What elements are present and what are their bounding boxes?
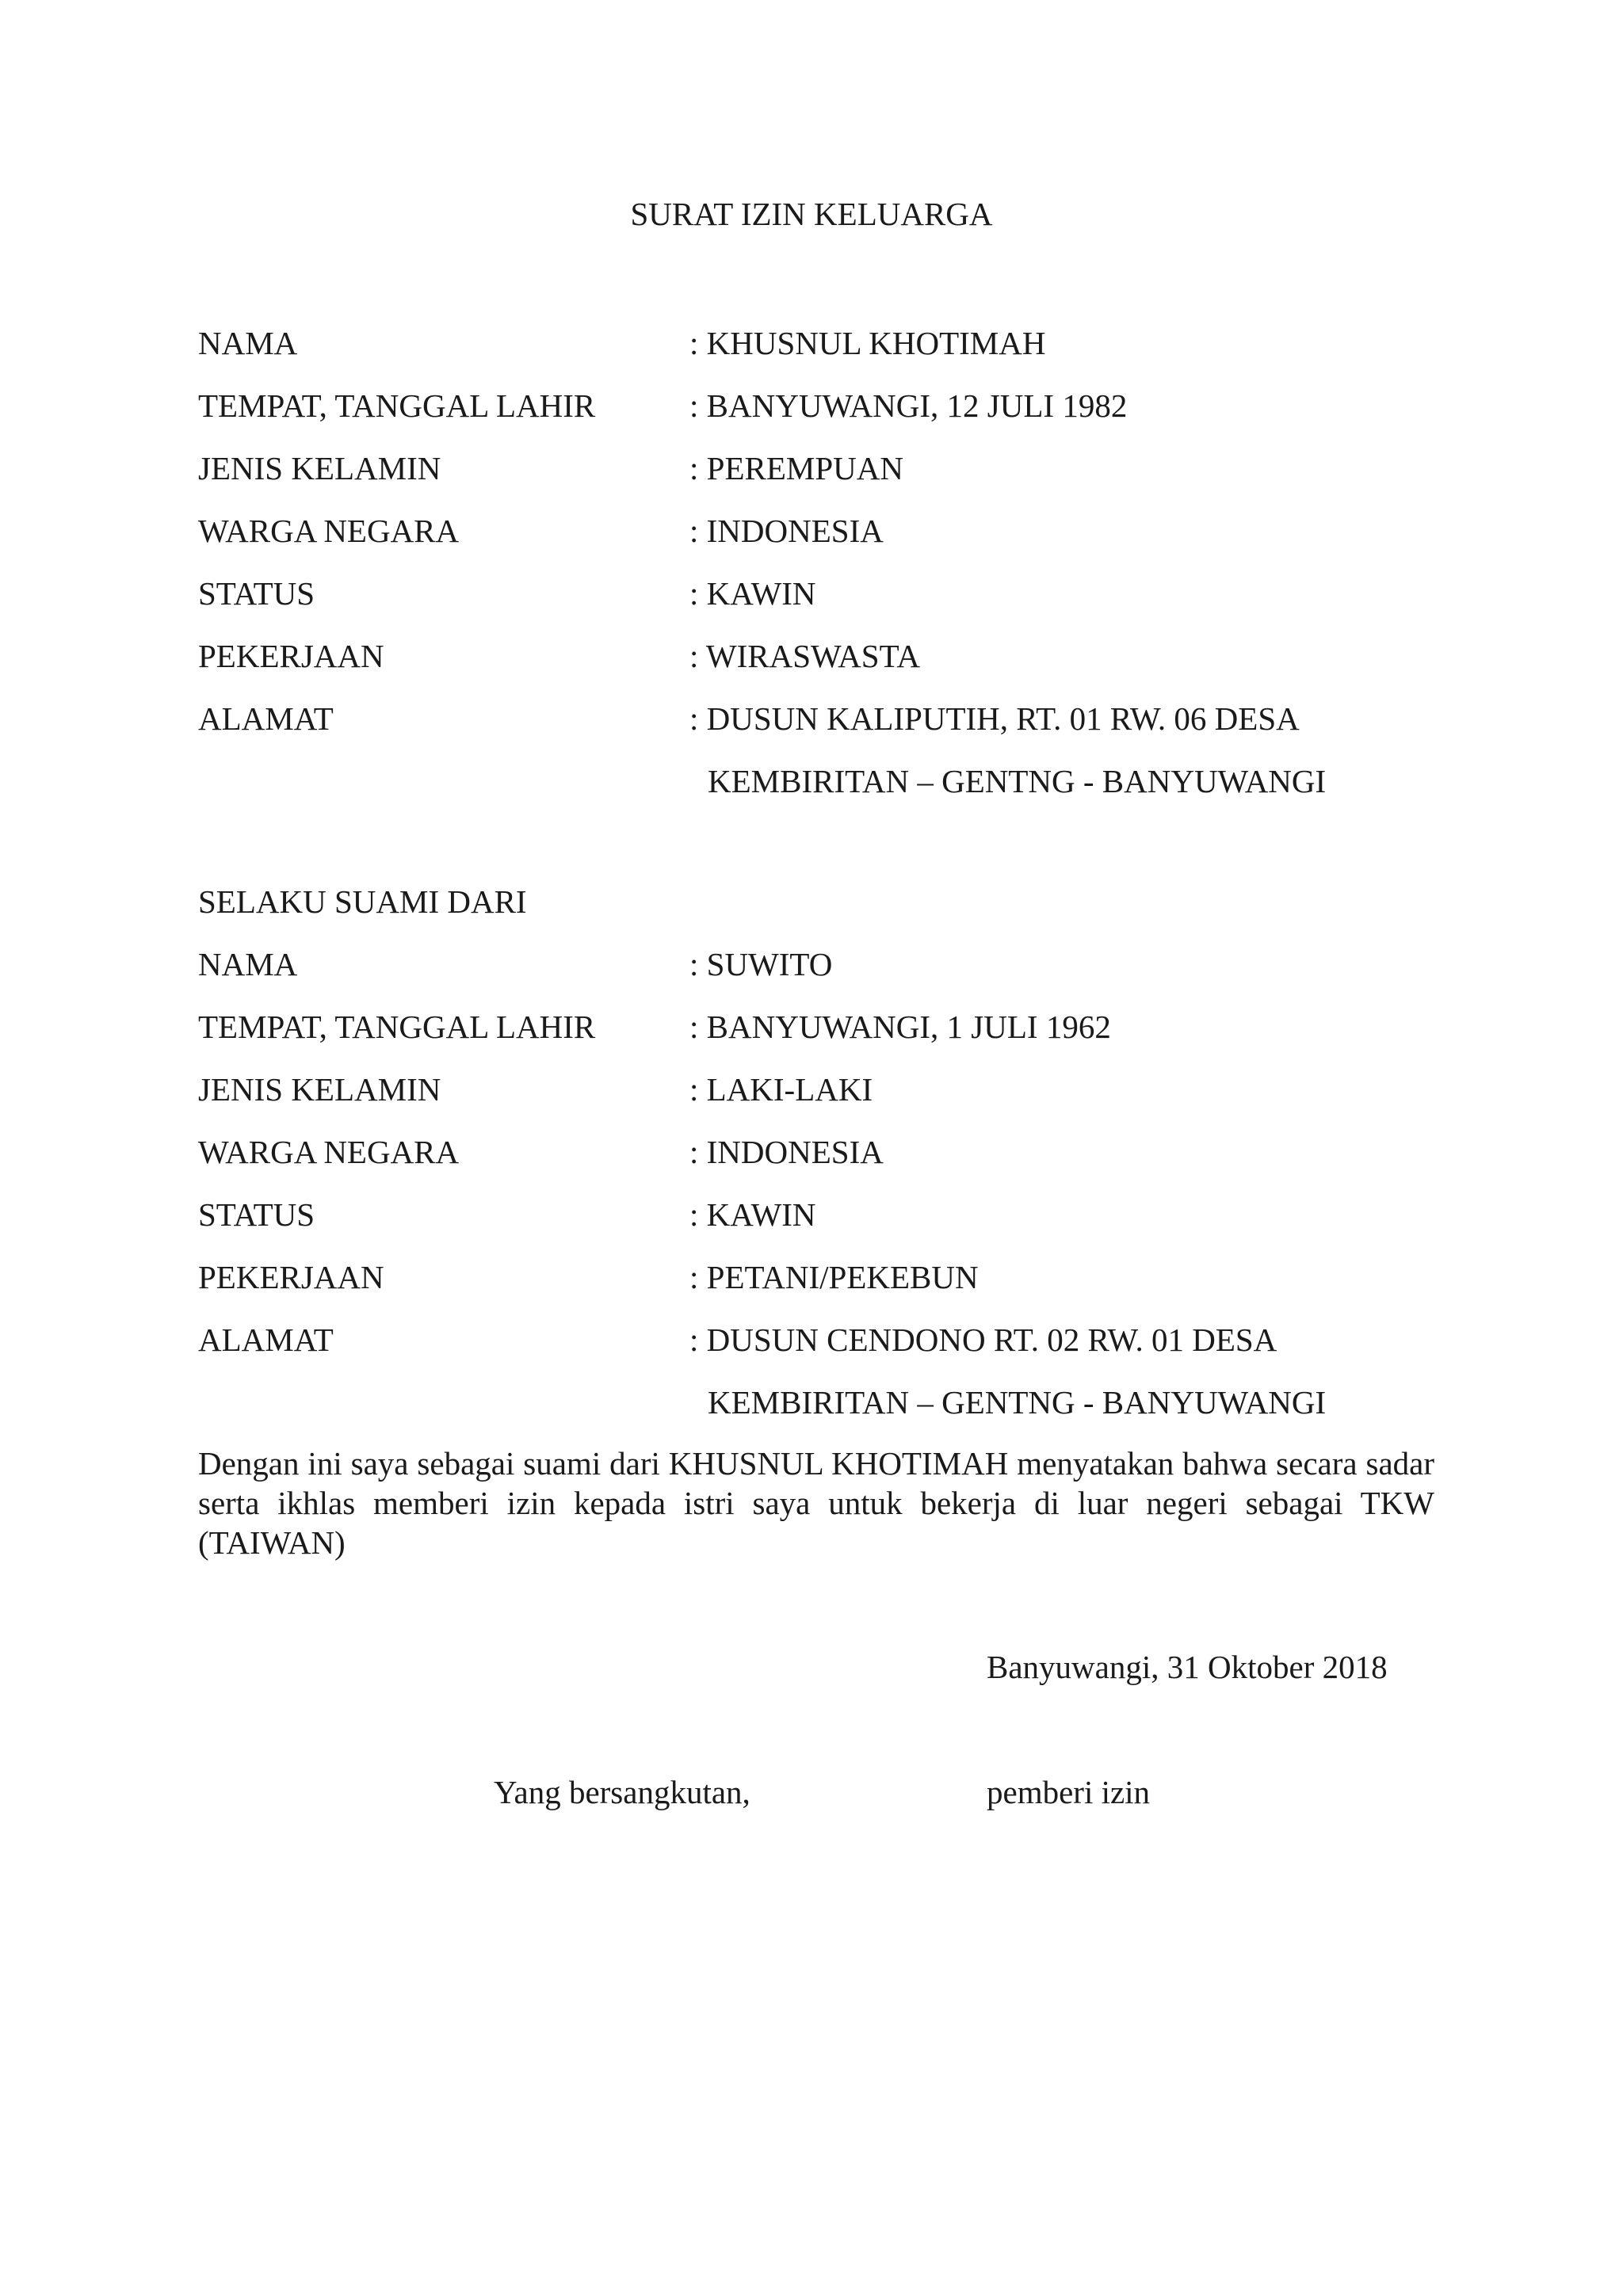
field-row — [198, 933, 1434, 996]
address-continuation-row — [198, 750, 1434, 813]
field-value: : KAWIN — [689, 575, 816, 612]
field-label: STATUS — [198, 575, 315, 612]
field-label: WARGA NEGARA — [198, 1134, 460, 1170]
field-label: TEMPAT, TANGGAL LAHIR — [198, 387, 596, 424]
field-row — [198, 996, 1434, 1058]
field-row — [198, 1246, 1434, 1309]
field-label: JENIS KELAMIN — [198, 450, 441, 486]
field-row — [198, 1309, 1434, 1371]
address-continuation: KEMBIRITAN – GENTNG - BANYUWANGI — [708, 1384, 1327, 1421]
husband-heading: SELAKU SUAMI DARI — [198, 883, 527, 920]
field-value: : INDONESIA — [689, 513, 884, 549]
field-value: : SUWITO — [689, 946, 833, 982]
field-label: TEMPAT, TANGGAL LAHIR — [198, 1009, 596, 1045]
field-value: : KAWIN — [689, 1196, 816, 1233]
signature-applicant-label: Yang bersangkutan, — [494, 1774, 750, 1810]
field-value: : PEREMPUAN — [689, 450, 903, 486]
signature-grantor-label: pemberi izin — [987, 1774, 1151, 1810]
field-row — [198, 375, 1434, 437]
field-row — [198, 625, 1434, 688]
field-value: : BANYUWANGI, 1 JULI 1962 — [689, 1009, 1111, 1045]
field-value: : LAKI-LAKI — [689, 1071, 873, 1108]
field-label: WARGA NEGARA — [198, 513, 460, 549]
field-row — [198, 312, 1434, 375]
field-value: : WIRASWASTA — [689, 638, 920, 674]
address-continuation-row — [198, 1371, 1434, 1434]
field-label: NAMA — [198, 325, 298, 361]
field-value: : PETANI/PEKEBUN — [689, 1259, 979, 1295]
field-value: : DUSUN KALIPUTIH, RT. 01 RW. 06 DESA — [689, 700, 1300, 737]
field-value: : DUSUN CENDONO RT. 02 RW. 01 DESA — [689, 1322, 1277, 1358]
field-label: PEKERJAAN — [198, 1259, 384, 1295]
field-label: STATUS — [198, 1196, 315, 1233]
field-label: JENIS KELAMIN — [198, 1071, 441, 1108]
address-continuation: KEMBIRITAN – GENTNG - BANYUWANGI — [708, 763, 1327, 799]
statement-paragraph: Dengan ini saya sebagai suami dari KHUSNUL KHOTIMAH menyatakan bahwa secara sadar serta ikhlas memberi izin kepada istri saya untuk bekerja di luar negeri sebagai TKW (TAIWAN) — [198, 1445, 1434, 1561]
field-row — [198, 1121, 1434, 1184]
field-row — [198, 563, 1434, 625]
field-row — [198, 688, 1434, 750]
field-row — [198, 500, 1434, 563]
field-row — [198, 1184, 1434, 1246]
place-date: Banyuwangi, 31 Oktober 2018 — [987, 1649, 1388, 1685]
husband-section — [198, 933, 1434, 1434]
field-value: : BANYUWANGI, 12 JULI 1982 — [689, 387, 1128, 424]
field-label: ALAMAT — [198, 700, 334, 737]
applicant-section — [198, 312, 1434, 813]
field-value: : KHUSNUL KHOTIMAH — [689, 325, 1046, 361]
field-value: : INDONESIA — [689, 1134, 884, 1170]
field-label: NAMA — [198, 946, 298, 982]
field-row — [198, 437, 1434, 500]
field-row — [198, 1058, 1434, 1121]
document-title: SURAT IZIN KELUARGA — [630, 196, 993, 232]
field-label: ALAMAT — [198, 1322, 334, 1358]
field-label: PEKERJAAN — [198, 638, 384, 674]
